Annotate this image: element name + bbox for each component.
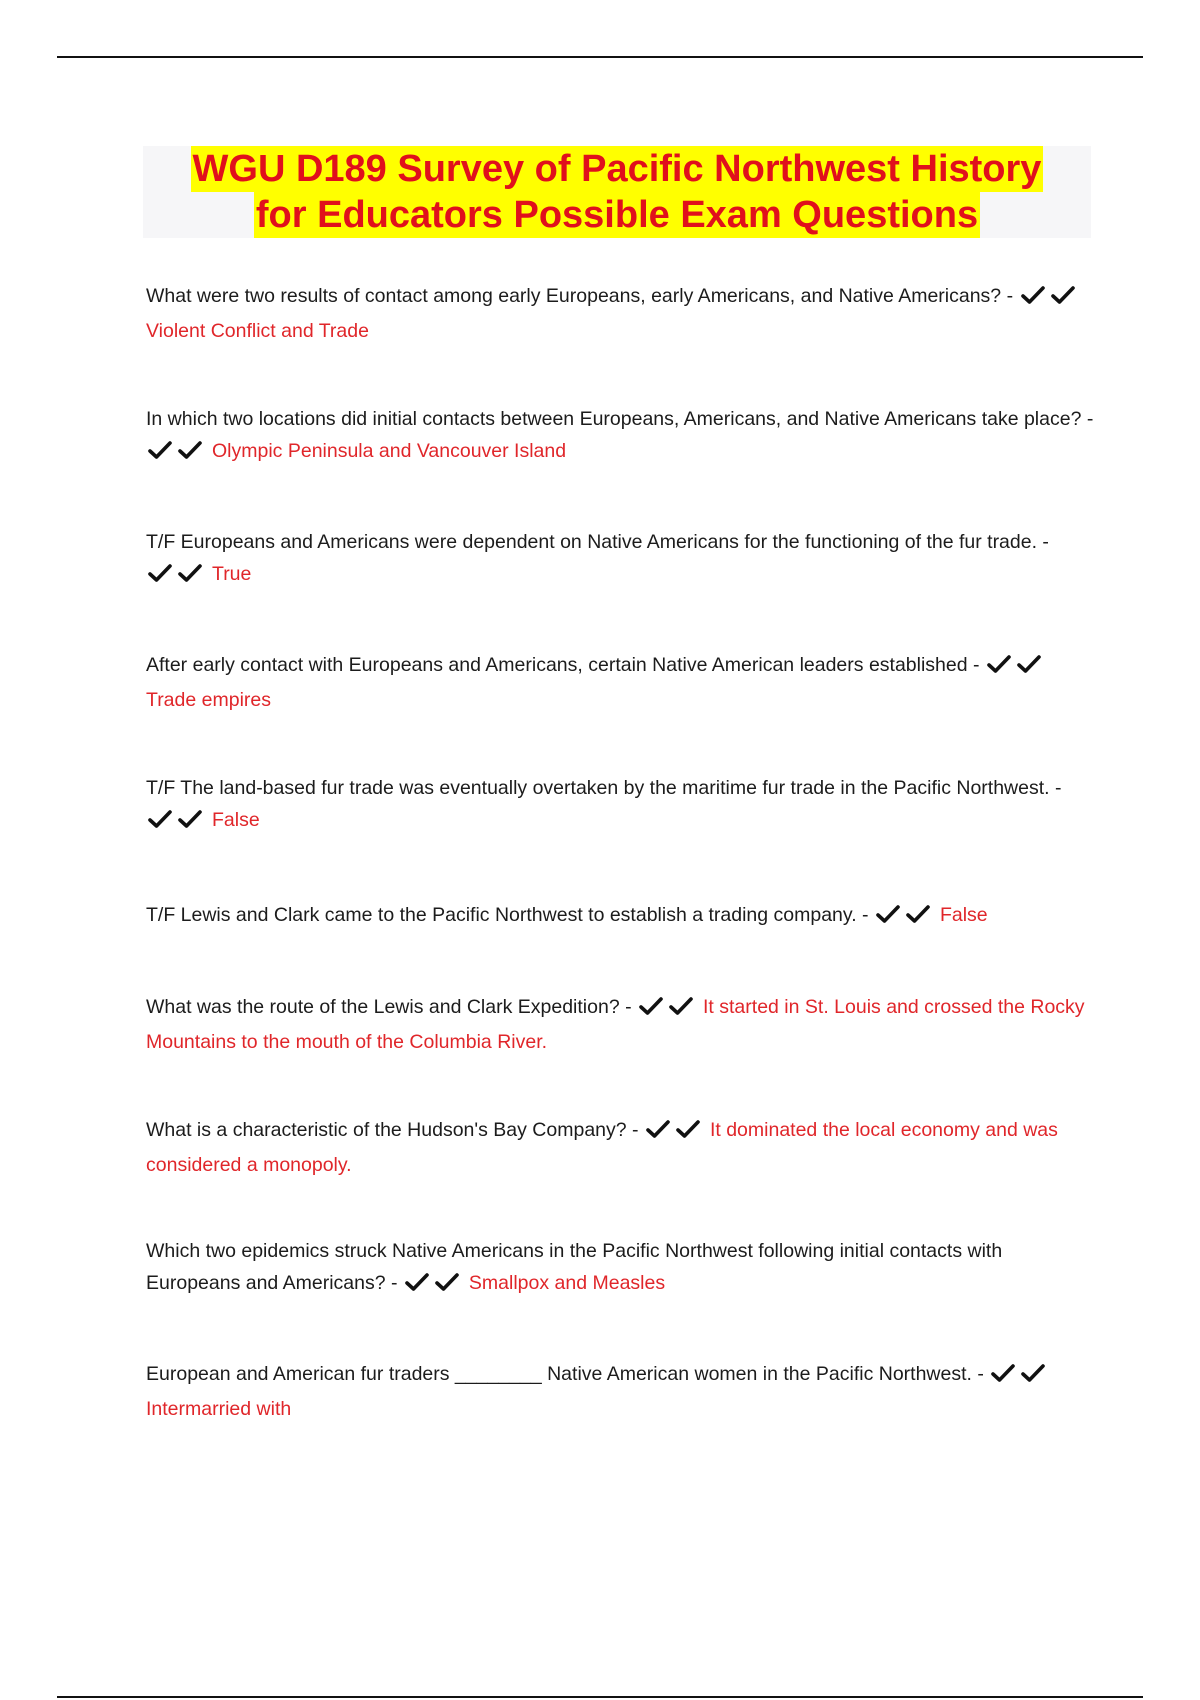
checkmarks <box>405 1270 465 1302</box>
question-item <box>146 403 1096 470</box>
checkmarks <box>148 438 208 470</box>
checkmark-icon <box>1021 1363 1045 1383</box>
title-line-2: for Educators Possible Exam Questions <box>255 194 979 236</box>
checkmark-icon <box>876 904 900 924</box>
question-text: T/F Lewis and Clark came to the Pacific Northwest to establish a trading company. - <box>146 904 869 926</box>
top-rule <box>57 56 1143 58</box>
question-item <box>146 649 1096 716</box>
question-text: What were two results of contact among early Europeans, early Americans, and Native Americans? - <box>146 285 1014 307</box>
answer-text: Trade empires <box>146 689 271 711</box>
checkmark-icon <box>148 563 172 583</box>
checkmarks <box>148 561 208 593</box>
checkmarks <box>876 902 936 934</box>
question-text: What is a characteristic of the Hudson's Bay Company? - <box>146 1119 639 1141</box>
checkmarks <box>1021 283 1081 315</box>
checkmark-icon <box>991 1363 1015 1383</box>
checkmark-icon <box>148 809 172 829</box>
checkmarks <box>646 1117 706 1149</box>
answer-text: True <box>212 563 252 585</box>
checkmark-icon <box>676 1119 700 1139</box>
question-text: After early contact with Europeans and Americans, certain Native American leaders established - <box>146 654 980 676</box>
question-text: What was the route of the Lewis and Clark Expedition? - <box>146 996 632 1018</box>
title-line-1: WGU D189 Survey of Pacific Northwest History <box>192 148 1042 190</box>
checkmarks <box>987 652 1047 684</box>
question-item <box>146 526 1096 593</box>
answer-text: False <box>939 904 988 926</box>
answer-text: It started in St. Louis and crossed the Rocky Mountains to the mouth of the Columbia River. <box>146 996 1085 1053</box>
question-text: European and American fur traders ________ Native American women in the Pacific Northwest. - <box>146 1363 984 1385</box>
bottom-rule <box>57 1696 1143 1698</box>
checkmark-icon <box>405 1272 429 1292</box>
answer-text: Intermarried with <box>146 1398 292 1420</box>
question-item <box>146 899 1096 934</box>
checkmarks <box>148 807 208 839</box>
checkmark-icon <box>987 654 1011 674</box>
answer-text: Olympic Peninsula and Vancouver Island <box>212 440 567 462</box>
question-text: T/F The land-based fur trade was eventually overtaken by the maritime fur trade in the Pacific Northwest. - <box>146 777 1062 799</box>
checkmark-icon <box>639 996 663 1016</box>
question-text: Which two epidemics struck Native Americans in the Pacific Northwest following initial contacts with Europeans and Americans? - <box>146 1240 1003 1294</box>
question-item <box>146 772 1096 839</box>
checkmark-icon <box>178 563 202 583</box>
question-item <box>146 1114 1096 1181</box>
question-item <box>146 280 1096 347</box>
document-title <box>143 146 1091 238</box>
question-text: T/F Europeans and Americans were dependent on Native Americans for the functioning of the fur trade. - <box>146 531 1049 553</box>
checkmark-icon <box>435 1272 459 1292</box>
answer-text: Violent Conflict and Trade <box>146 320 369 342</box>
answer-text: False <box>212 809 260 831</box>
checkmark-icon <box>178 809 202 829</box>
checkmarks <box>639 994 699 1026</box>
checkmark-icon <box>669 996 693 1016</box>
question-text: In which two locations did initial contacts between Europeans, Americans, and Native Americans take place? - <box>146 408 1094 430</box>
question-item <box>146 1358 1096 1425</box>
question-item <box>146 1235 1096 1302</box>
checkmark-icon <box>1021 285 1045 305</box>
checkmarks <box>991 1361 1051 1393</box>
checkmark-icon <box>646 1119 670 1139</box>
answer-text: It dominated the local economy and was considered a monopoly. <box>146 1119 1058 1176</box>
answer-text: Smallpox and Measles <box>468 1272 666 1294</box>
checkmark-icon <box>178 440 202 460</box>
checkmark-icon <box>148 440 172 460</box>
checkmark-icon <box>1051 285 1075 305</box>
checkmark-icon <box>906 904 930 924</box>
question-item <box>146 991 1096 1058</box>
checkmark-icon <box>1017 654 1041 674</box>
